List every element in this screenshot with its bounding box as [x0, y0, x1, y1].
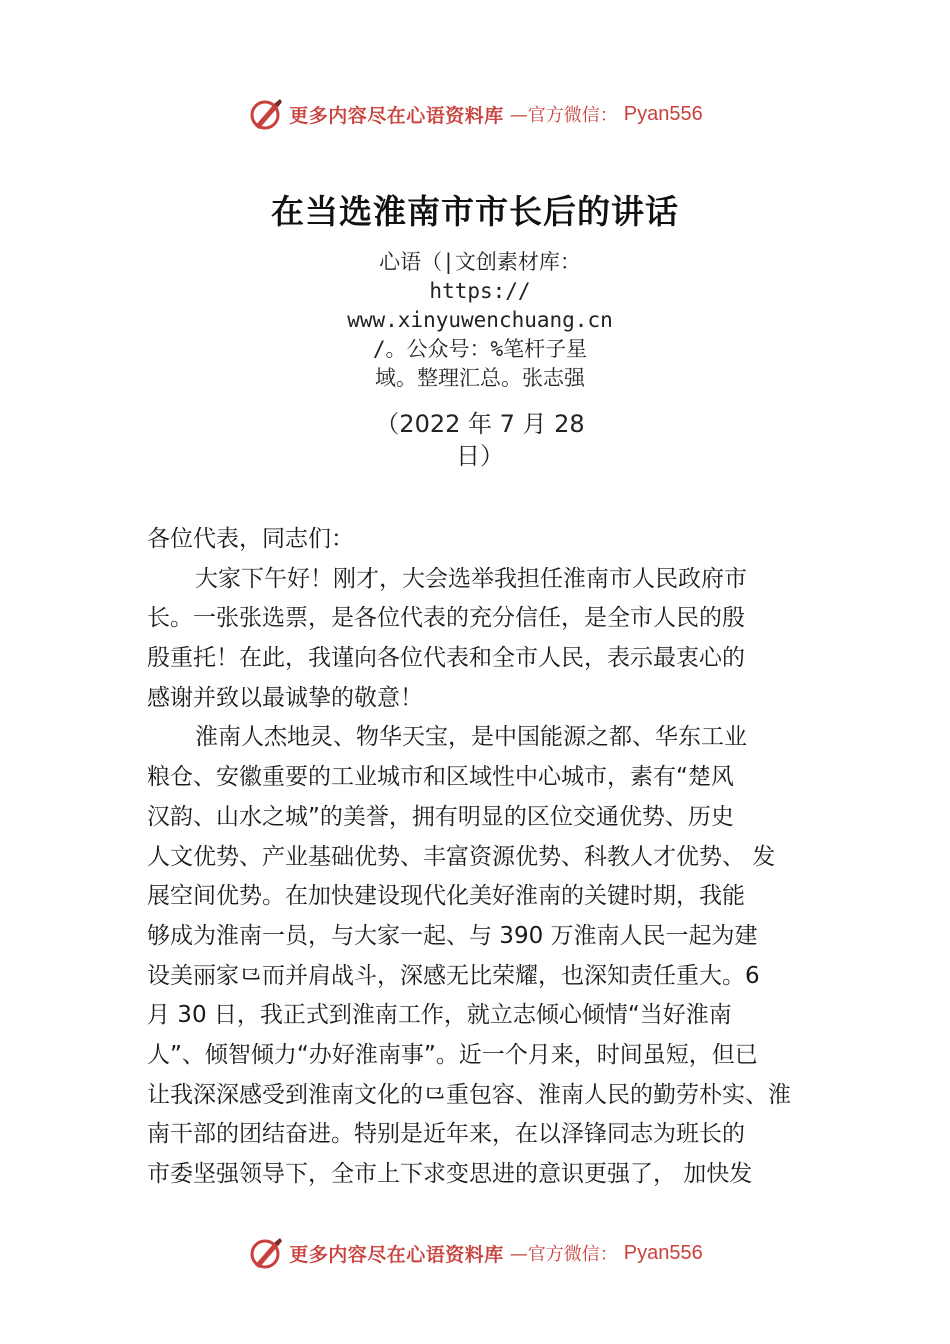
body-line: 月 30 日，我正式到淮南工作，就立志倾心倾情“当好淮南	[147, 1002, 732, 1029]
salutation: 各位代表，同志们：	[147, 526, 354, 552]
source-line: /。公众号：%笔杆子星	[372, 337, 588, 361]
body-line: 让我深深感受到淮南文化的⺋重包容、淮南人民的勤劳朴实、淮	[147, 1081, 791, 1108]
source-line: 心语（|文创素材库：	[379, 250, 581, 274]
watermark-wechat-label: —官方微信：	[509, 1244, 618, 1265]
body-line: 殷重托！在此，我谨向各位代表和全市人民，表示最衷心的	[147, 645, 745, 672]
body-line: 展空间优势。在加快建设现代化美好淮南的关键时期，我能	[147, 883, 745, 910]
body-line: 市委坚强领导下，全市上下求变思进的意识更强了， 加快发	[147, 1161, 753, 1187]
watermark-main-text: 更多内容尽在心语资料库	[289, 1243, 504, 1266]
body-line: 人”、倾智倾力“办好淮南事”。近一个月来，时间虽短，但已	[147, 1041, 758, 1068]
watermark-main-text: 更多内容尽在心语资料库	[289, 104, 504, 127]
watermark-wechat-label: —官方微信：	[509, 105, 618, 126]
body-line: 南干部的团结奋进。特别是近年来，在以泽锋同志为班长的	[147, 1121, 745, 1148]
body-line: 感谢并致以最诚挚的敬意！	[147, 684, 423, 711]
body-line: 汉韵、山水之城”的美誉，拥有明显的区位交通优势、历史	[147, 803, 734, 830]
speech-body	[147, 520, 827, 1195]
body-line: 够成为淮南一员，与大家一起、与 390 万淮南人民一起为建	[147, 922, 758, 949]
watermark-wechat-id: Pyan556	[623, 1241, 703, 1264]
body-line: 粮仓、安徽重要的工业城市和区域性中心城市，素有“楚风	[147, 764, 734, 791]
document-title: 在当选淮南市市长后的讲话	[271, 192, 679, 231]
body-line: 淮南人杰地灵、物华天宝，是中国能源之都、华东工业	[195, 724, 747, 751]
watermark-banner-bottom	[0, 1233, 950, 1273]
date-line: 日）	[456, 442, 504, 470]
body-line: 大家下午好！刚才，大会选举我担任淮南市人民政府市	[195, 565, 747, 592]
source-line: 域。整理汇总。张志强	[375, 366, 585, 390]
body-line: 长。一张张选票，是各位代表的充分信任，是全市人民的殷	[147, 605, 745, 632]
date-line: （2022 年 7 月 28	[375, 410, 585, 438]
body-line: 人文优势、产业基础优势、丰富资源优势、科教人才优势、 发	[147, 843, 776, 870]
watermark-banner-top	[0, 94, 950, 134]
pen-seal-logo-icon	[247, 1235, 283, 1271]
source-block	[330, 248, 630, 393]
watermark-wechat-id: Pyan556	[623, 102, 703, 125]
speech-date	[355, 408, 605, 472]
source-line: https://	[429, 279, 531, 303]
body-line: 设美丽家⺋而并肩战斗，深感无比荣耀，也深知责任重大。6	[147, 962, 760, 989]
pen-seal-logo-icon	[247, 96, 283, 132]
source-line: www.xinyuwenchuang.cn	[347, 308, 613, 332]
